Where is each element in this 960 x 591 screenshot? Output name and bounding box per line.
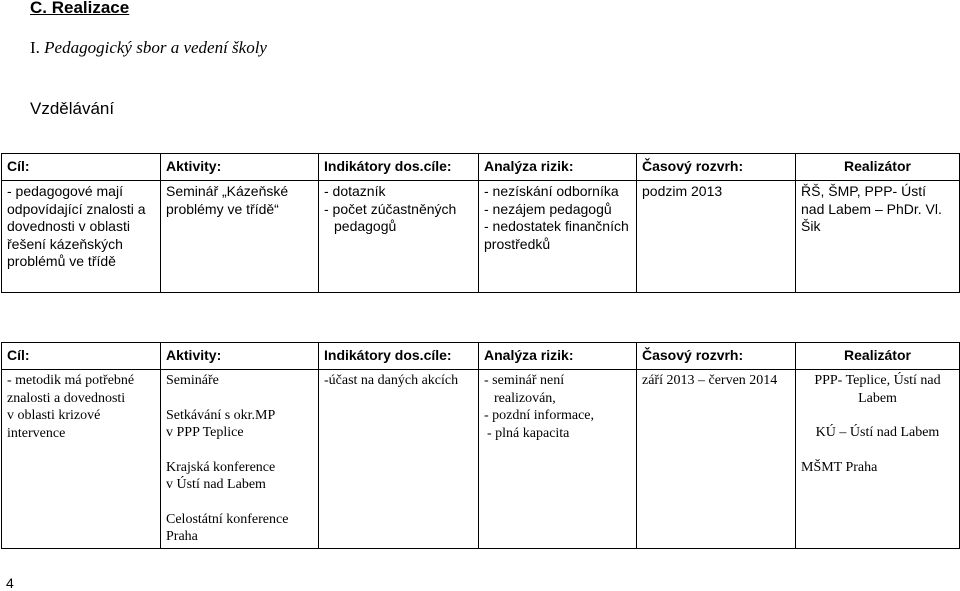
header-activities: Aktivity:	[161, 343, 319, 370]
text-line: znalosti a dovednosti	[7, 390, 126, 406]
text-line: Seminář „Kázeňské	[166, 183, 289, 199]
text-line: dovednosti v oblasti	[7, 218, 130, 234]
text-line: v PPP Teplice	[166, 425, 244, 440]
implementer-cell	[796, 181, 960, 293]
text-line: prostředků	[484, 235, 551, 252]
text-line: v Ústí nad Labem	[166, 477, 266, 492]
schedule-cell: podzim 2013	[637, 181, 796, 293]
text-line: - pozdní informace,	[484, 408, 595, 423]
plan-table-1	[1, 153, 960, 293]
header-schedule: Časový rozvrh:	[637, 343, 796, 370]
table-header-row	[2, 343, 960, 370]
text-line: - seminář není	[484, 373, 565, 388]
goal-cell	[2, 181, 161, 293]
risks-cell	[479, 370, 637, 549]
text-line: PPP- Teplice, Ústí nad	[814, 373, 941, 388]
subheading	[30, 38, 267, 58]
plan-table-2	[1, 342, 960, 549]
text-line: - dotazník	[324, 183, 386, 199]
section-heading: C. Realizace	[30, 0, 130, 17]
header-goal: Cíl:	[2, 154, 161, 181]
page-number: 4	[6, 575, 14, 591]
table-header-row	[2, 154, 960, 181]
goal-cell	[2, 370, 161, 549]
text-line: pedagogů	[334, 218, 397, 234]
text-line: MŠMT Praha	[801, 459, 878, 475]
text-line: - nedostatek finančních	[484, 218, 629, 234]
text-line: v oblasti krizové	[7, 408, 101, 423]
text-line: intervence	[7, 425, 66, 441]
section-label: Vzdělávání	[30, 99, 115, 118]
risks-cell	[479, 181, 637, 293]
spacer	[166, 442, 313, 459]
text-line: - nezískání odborníka	[484, 183, 619, 199]
indicators-cell	[319, 181, 479, 293]
text-line: Šik	[801, 218, 821, 234]
text-line: nad Labem – PhDr. Vl.	[801, 200, 942, 217]
text-line: - nezájem pedagogů	[484, 200, 612, 217]
text-line: ŘŠ, ŠMP, PPP- Ústí	[801, 183, 926, 199]
text-line: - pedagogové mají	[7, 183, 123, 199]
header-implementer: Realizátor	[796, 154, 960, 181]
text-line: Labem	[858, 390, 897, 406]
text-line: Praha	[166, 529, 198, 544]
header-activities: Aktivity:	[161, 154, 319, 181]
activities-cell	[161, 370, 319, 549]
text-line: - počet zúčastněných	[324, 200, 457, 217]
implementer-cell	[796, 370, 960, 549]
spacer	[166, 390, 313, 407]
header-indicators: Indikátory dos.cíle:	[319, 343, 479, 370]
indicators-cell: -účast na daných akcích	[319, 370, 479, 549]
text-line: realizován,	[494, 390, 556, 406]
table-row	[2, 181, 960, 293]
activities-cell	[161, 181, 319, 293]
text-line: - plná kapacita	[487, 425, 570, 441]
header-risks: Analýza rizik:	[479, 343, 637, 370]
schedule-cell: září 2013 – červen 2014	[637, 370, 796, 549]
text-line: problémů ve třídě	[7, 253, 116, 269]
text-line: Setkávání s okr.MP	[166, 407, 276, 423]
header-risks: Analýza rizik:	[479, 154, 637, 181]
text-line: problémy ve třídě“	[166, 200, 279, 217]
spacer	[166, 494, 313, 511]
text-line: Celostátní konference	[166, 511, 289, 527]
header-indicators: Indikátory dos.cíle:	[319, 154, 479, 181]
header-goal: Cíl:	[2, 343, 161, 370]
text-line: odpovídající znalosti a	[7, 200, 146, 217]
spacer	[801, 442, 954, 459]
text-line: KÚ – Ústí nad Labem	[815, 425, 940, 440]
header-schedule: Časový rozvrh:	[637, 154, 796, 181]
subheading-number: I.	[30, 38, 40, 57]
header-implementer: Realizátor	[796, 343, 960, 370]
text-line: Semináře	[166, 373, 219, 388]
text-line: - metodik má potřebné	[7, 373, 135, 388]
subheading-text: Pedagogický sbor a vedení školy	[44, 38, 267, 57]
table-row	[2, 370, 960, 549]
text-line: Krajská konference	[166, 459, 276, 475]
spacer	[801, 407, 954, 424]
text-line: řešení kázeňských	[7, 235, 123, 252]
